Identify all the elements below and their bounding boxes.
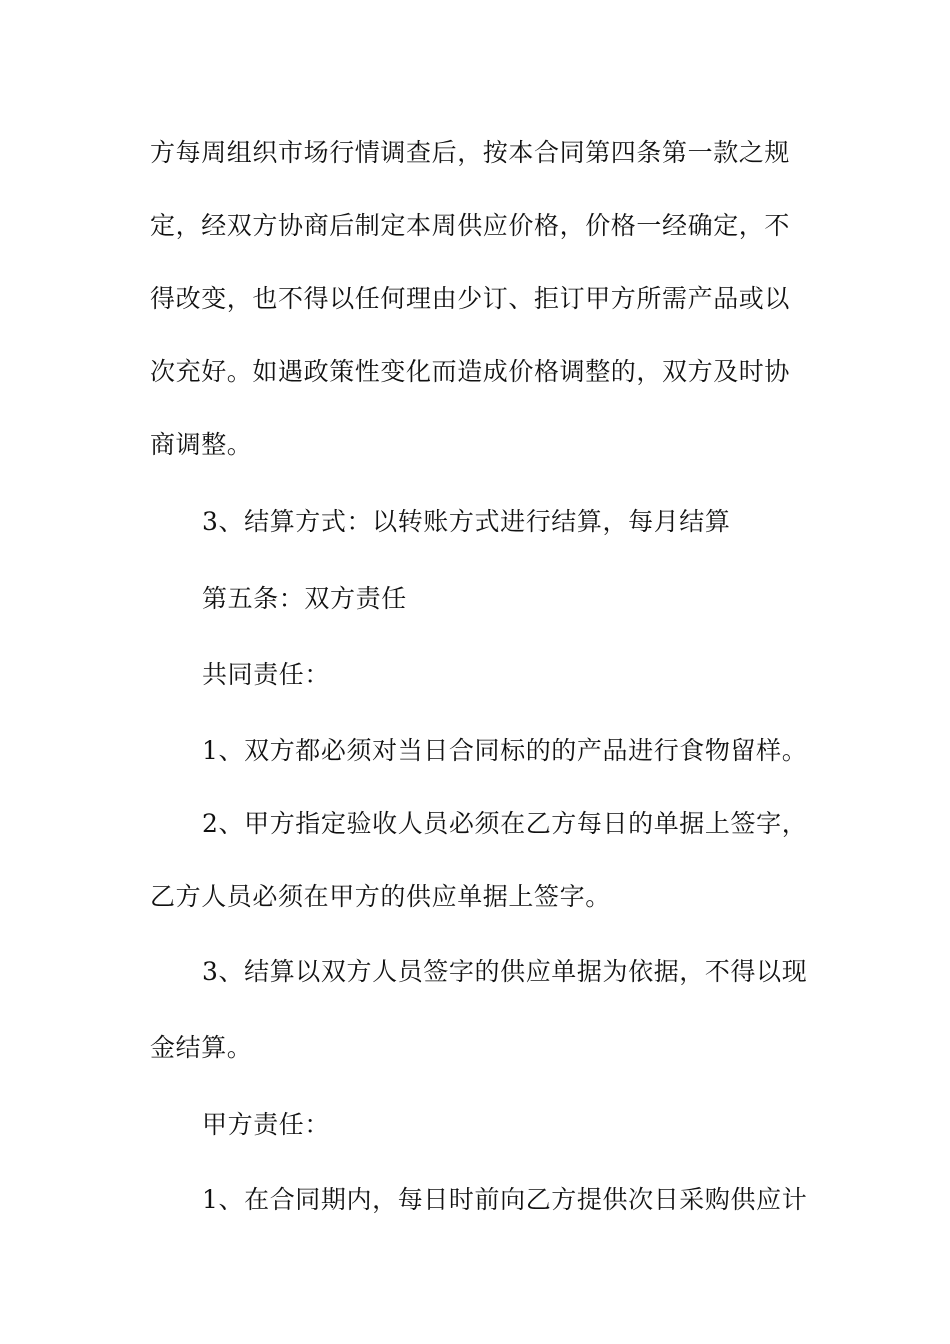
text-line: 3、结算方式：以转账方式进行结算，每月结算 xyxy=(202,507,731,536)
text-line: 1、双方都必须对当日合同标的的产品进行食物留样。 xyxy=(202,736,808,765)
text-line: 3、结算以双方人员签字的供应单据为依据，不得以现 xyxy=(202,957,808,986)
text-line: 1、在合同期内，每日时前向乙方提供次日采购供应计 xyxy=(202,1185,808,1214)
text-line: 乙方人员必须在甲方的供应单据上签字。 xyxy=(150,882,611,911)
section-heading: 第五条：双方责任 xyxy=(202,584,407,613)
text-line: 商调整。 xyxy=(150,430,253,459)
text-line: 得改变，也不得以任何理由少订、拒订甲方所需产品或以 xyxy=(150,284,791,313)
text-line: 次充好。如遇政策性变化而造成价格调整的，双方及时协 xyxy=(150,357,791,386)
subsection-heading: 共同责任： xyxy=(202,660,331,689)
text-line: 金结算。 xyxy=(150,1033,253,1062)
text-line: 2、甲方指定验收人员必须在乙方每日的单据上签字， xyxy=(202,809,808,838)
text-line: 方每周组织市场行情调查后，按本合同第四条第一款之规 xyxy=(150,138,791,167)
subsection-heading: 甲方责任： xyxy=(202,1110,331,1139)
text-line: 定，经双方协商后制定本周供应价格，价格一经确定，不 xyxy=(150,211,791,240)
